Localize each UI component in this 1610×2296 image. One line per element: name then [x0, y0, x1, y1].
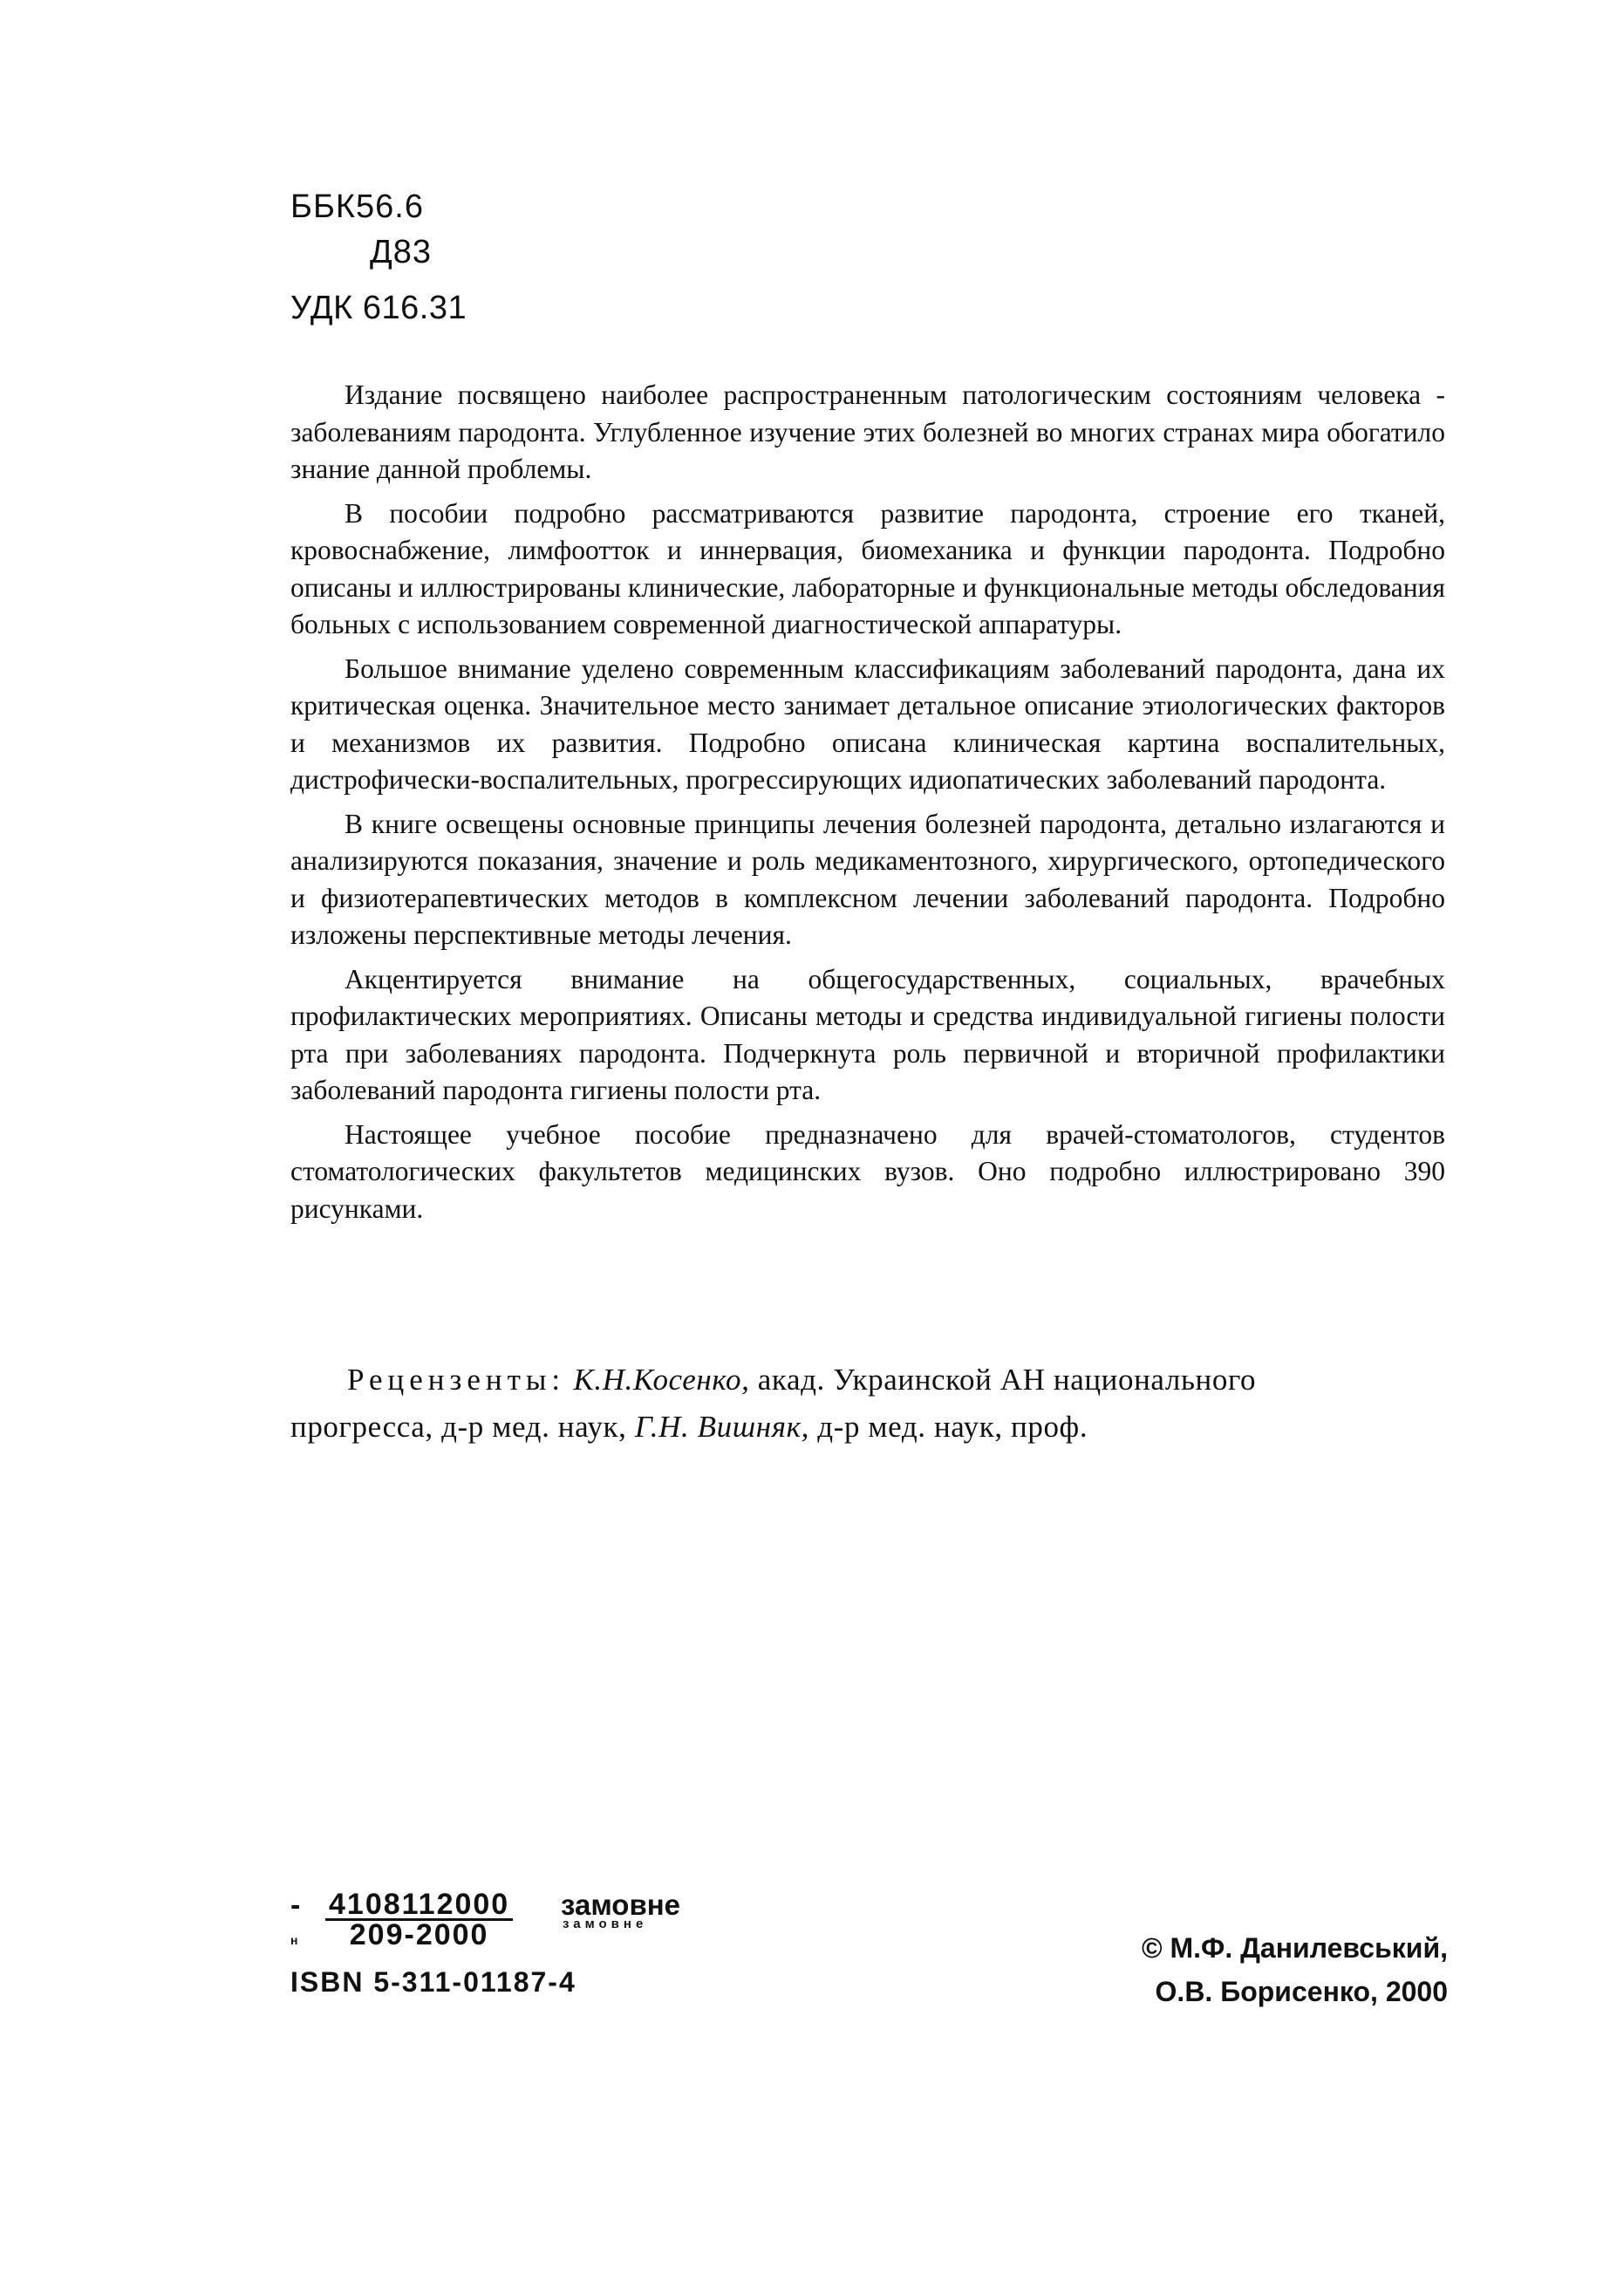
order-word: замовне	[561, 1889, 681, 1921]
copyright-line-2: О.В. Борисенко, 2000	[1155, 1976, 1448, 2007]
abstract-paragraph: В книге освещены основные принципы лечения болезней пародонта, детально излагаются и анализируются показания, значение и роль медикаментозного, хирургического, ортопедического и физиотерапевтических методов в комплексном лечении заболеваний пародонта. Подробно изложены перспективные методы лечения.	[290, 808, 1445, 950]
copyright-line-1: © М.Ф. Данилевський,	[1142, 1932, 1448, 1964]
abstract-paragraph: В пособии подробно рассматриваются развитие пародонта, строение его тканей, кровоснабжение, лимфоотток и иннервация, биомеханика и функции пародонта. Подробно описаны и иллюстрированы клинические, лабораторные и функциональные методы обследования больных с использованием современной диагностической аппаратуры.	[290, 497, 1445, 639]
reviewer-1-title-cont: прогресса, д-р мед. наук,	[290, 1410, 627, 1444]
reviewers	[290, 1356, 1446, 1451]
order-code	[290, 1888, 727, 1951]
order-word-sub: замовне	[563, 1917, 648, 1931]
order-numerator: 4108112000	[325, 1890, 513, 1921]
reviewer-1-title: акад. Украинской АН национального	[757, 1363, 1257, 1397]
bbk-classification: ББК56.6	[290, 188, 424, 225]
order-prefix-top: -	[290, 1889, 301, 1922]
udk-classification: УДК 616.31	[290, 290, 467, 326]
order-denominator: 209-2000	[349, 1918, 489, 1951]
reviewers-label: Рецензенты:	[347, 1363, 566, 1397]
abstract-paragraph: Акцентируется внимание на общегосударственных, социальных, врачебных профилактических мероприятиях. Описаны методы и средства индивидуальной гигиены полости рта при заболеваниях пародонта. Подчеркнута роль первичной и вторичной профилактики заболеваний пародонта гигиены полости рта.	[290, 963, 1445, 1105]
abstract	[290, 377, 1445, 1234]
abstract-paragraph: Издание посвящено наиболее распространенным патологическим состояниям человека - заболеваниям пародонта. Углубленное изучение этих болезней во многих странах мира обогатило знание данной проблемы.	[290, 379, 1445, 484]
order-prefix	[290, 1890, 300, 1955]
reviewers-line-2	[290, 1404, 1446, 1451]
order-prefix-bottom: н	[290, 1933, 298, 1947]
reviewer-2-name: Г.Н. Вишняк,	[634, 1410, 809, 1444]
copyright	[1142, 1926, 1448, 2013]
reviewer-1-name: К.Н.Косенко,	[573, 1363, 750, 1397]
abstract-paragraph: Настоящее учебное пособие предназначено для врачей-стоматологов, студентов стоматологических факультетов медицинских вузов. Оно подробно иллюстрировано 390 рисунками.	[290, 1118, 1445, 1224]
order-fraction	[325, 1890, 513, 1949]
abstract-paragraph: Большое внимание уделено современным классификациям заболеваний пародонта, дана их критическая оценка. Значительное место занимает детальное описание этиологических факторов и механизмов их развития. Подробно описана клиническая картина воспалительных, дистрофически-воспалительных, прогрессирующих идиопатических заболеваний пародонта.	[290, 653, 1445, 795]
reviewer-2-title: д-р мед. наук, проф.	[817, 1410, 1088, 1444]
author-mark: Д83	[370, 234, 433, 270]
isbn: ISBN 5-311-01187-4	[290, 1966, 576, 1998]
